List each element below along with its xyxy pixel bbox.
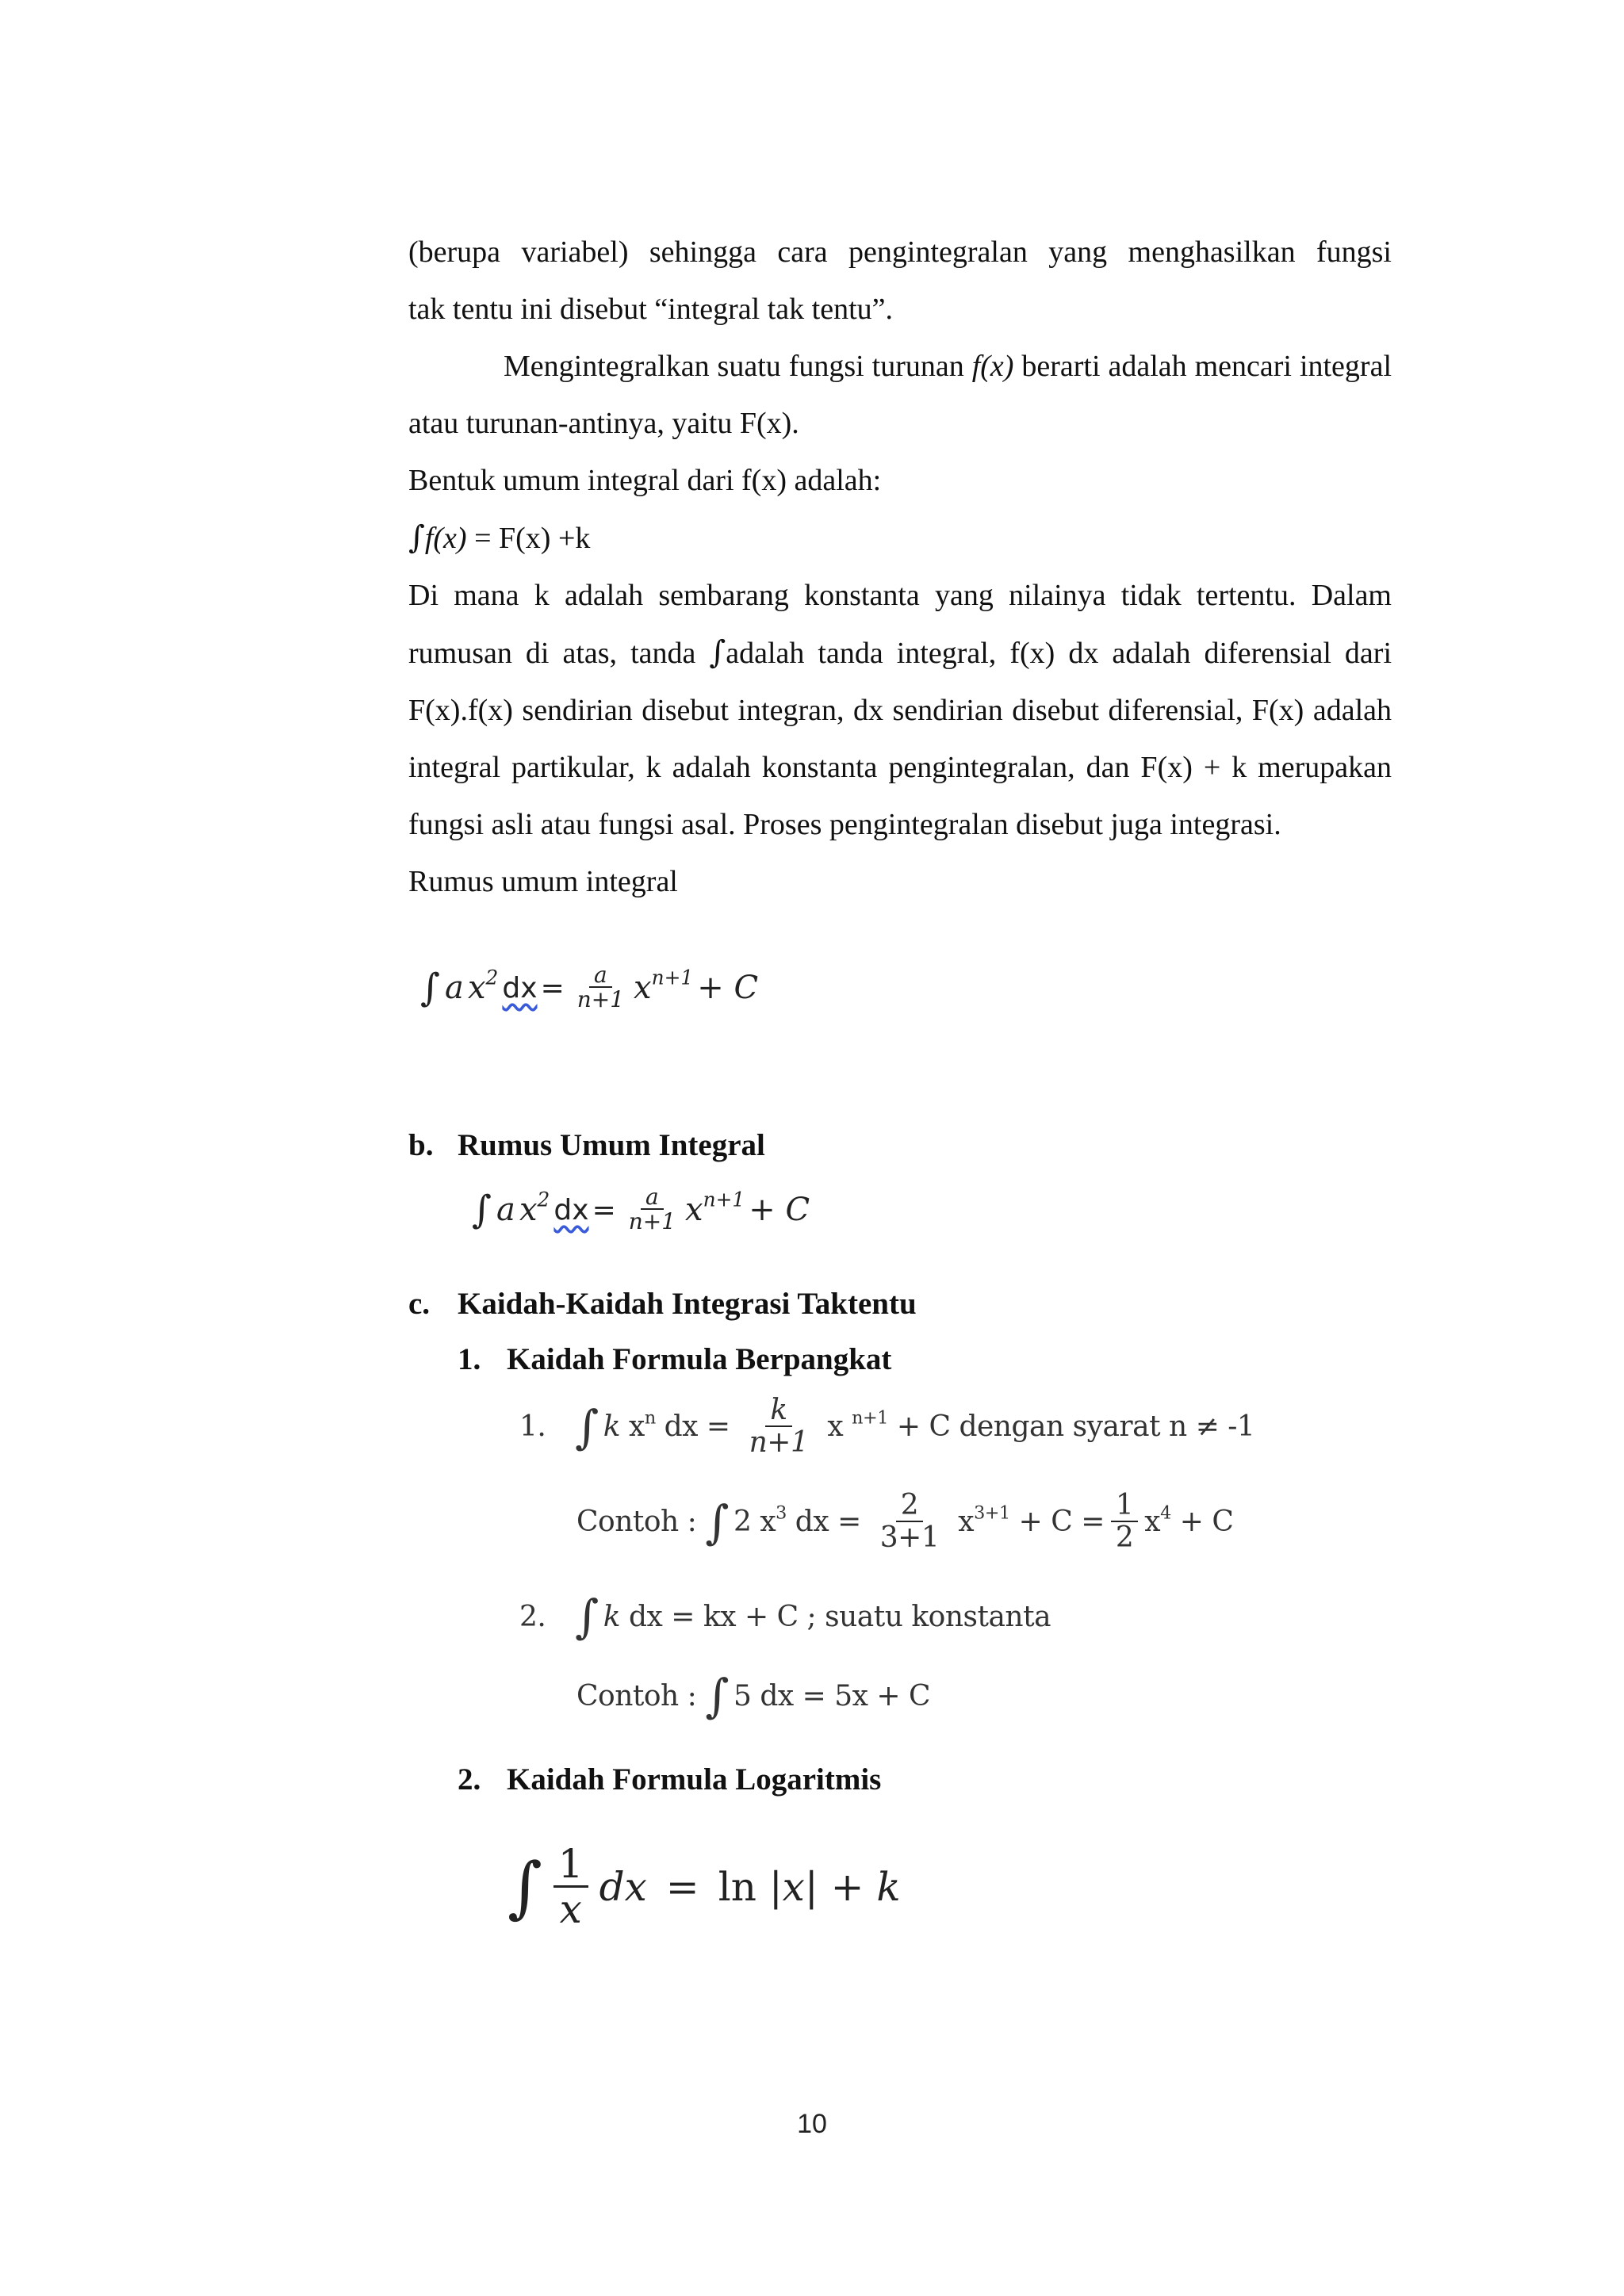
dx-equals: dx =	[664, 1410, 730, 1444]
x-power-n-plus-1	[634, 966, 694, 1007]
fraction-numerator: a	[641, 1185, 664, 1210]
var-k: k	[603, 1600, 621, 1633]
example-term: 2 x	[733, 1506, 776, 1539]
ln-function: ln	[718, 1864, 756, 1911]
x-power-n	[629, 1407, 656, 1444]
fraction-numerator: 2	[896, 1490, 923, 1522]
paragraph-4-fx: f(x)	[424, 522, 467, 555]
section-b-formula	[472, 1185, 810, 1234]
dx-equals: dx =	[795, 1506, 861, 1539]
absolute-x: |x|	[768, 1864, 818, 1911]
integral-sign: ∫	[705, 1494, 729, 1549]
plus-c-equals: + C =	[1018, 1506, 1105, 1539]
fraction-numerator: 1	[553, 1843, 588, 1888]
var-x: x	[1144, 1506, 1161, 1539]
paragraph-6: Rumus umum integral	[408, 865, 678, 898]
rule-number: 1.	[519, 1410, 546, 1444]
plus-constant: + C	[1179, 1506, 1234, 1539]
var-x: x	[629, 1410, 645, 1444]
paragraph-2	[408, 338, 1392, 452]
fraction-denominator: n+1	[749, 1425, 809, 1459]
paragraph-4	[408, 509, 1392, 567]
power-rule-formula	[519, 1395, 1254, 1458]
paragraph-5-text-a: Di mana k adalah sembarang konstanta yang nilainya tidak tertentu. Dalam rumusan di atas, tanda	[408, 579, 1392, 670]
section-title: Rumus Umum Integral	[458, 1128, 765, 1162]
fraction-denominator: n+1	[628, 1208, 676, 1235]
var-x: x	[685, 1192, 703, 1229]
subsection-1-heading	[458, 1336, 891, 1383]
x-power-3-plus-1	[958, 1502, 1010, 1539]
var-k: k	[603, 1410, 621, 1444]
var-x: x	[467, 970, 486, 1007]
general-integral-formula	[420, 963, 758, 1012]
paragraph-5-text-b: adalah tanda integral, f(x) dx adalah diferensial dari F(x).f(x) sendirian disebut integran, dx sendirian disebut diferensial, F(x) adalah integral partikular, k adalah konstanta pengintegralan, dan F(x) + k merupakan fungsi asli atau fungsi asal. Proses pengintegralan disebut juga integrasi.	[408, 637, 1392, 841]
x-power-4	[1144, 1502, 1171, 1539]
rule-body: dx = kx + C ; suatu konstanta	[629, 1600, 1051, 1633]
exponent: 3+1	[974, 1502, 1010, 1524]
fraction-k-over-n-plus-1	[745, 1395, 814, 1458]
exponent: 4	[1160, 1502, 1171, 1524]
section-marker: b.	[408, 1128, 434, 1162]
equals-sign: =	[592, 1193, 616, 1226]
paragraph-4-rest: = F(x) +k	[466, 522, 591, 555]
example-label: Contoh :	[576, 1679, 697, 1712]
fraction-2-over-3-plus-1	[875, 1490, 944, 1553]
paragraph-2-text-b: berarti adalah mencari integral atau turunan-antinya, yaitu F(x).	[408, 350, 1392, 440]
var-x-squared	[467, 966, 499, 1007]
x-power-n-plus-1	[685, 1188, 745, 1229]
integral-sign: ∫	[420, 966, 441, 1011]
section-c-heading	[408, 1280, 917, 1328]
integral-sign: ∫	[508, 1848, 542, 1927]
fraction-a-over-n-plus-1	[573, 963, 629, 1012]
exponent: n+1	[651, 966, 694, 989]
exponent: 3	[776, 1502, 787, 1524]
fraction-denominator: x	[559, 1885, 582, 1932]
rule-condition: + C dengan syarat n ≠ -1	[896, 1410, 1255, 1444]
fraction-denominator: 2	[1115, 1521, 1134, 1554]
body-text	[408, 224, 1392, 910]
integral-sign: ∫	[575, 1590, 599, 1644]
two-x-cubed	[733, 1502, 787, 1539]
integral-sign: ∫	[472, 1188, 492, 1233]
section-title: Kaidah-Kaidah Integrasi Taktentu	[458, 1287, 917, 1321]
example-label: Contoh :	[576, 1506, 697, 1539]
dx-text: dx	[553, 1193, 589, 1226]
section-marker: c.	[408, 1287, 431, 1321]
x-power-n-plus-1	[827, 1407, 888, 1444]
subsection-title: Kaidah Formula Logaritmis	[507, 1762, 882, 1797]
fraction-denominator: n+1	[576, 986, 625, 1013]
var-x-squared	[519, 1188, 550, 1229]
paragraph-1-line-2: tak tentu ini disebut “integral tak tentu”.	[408, 293, 893, 326]
rule-number: 2.	[519, 1600, 546, 1633]
exponent: n+1	[703, 1188, 745, 1211]
fraction-a-over-n-plus-1	[624, 1185, 680, 1234]
var-x: x	[958, 1506, 975, 1539]
log-rule-formula	[508, 1843, 901, 1931]
exponent: 2	[537, 1188, 550, 1211]
var-x: x	[827, 1410, 844, 1444]
fraction-numerator: k	[765, 1395, 791, 1427]
fraction-one-half	[1111, 1490, 1138, 1553]
equals-sign: =	[665, 1864, 699, 1911]
constant-rule-formula	[519, 1590, 1051, 1644]
exponent: n	[644, 1407, 656, 1429]
exponent: 2	[485, 966, 499, 989]
subsection-title: Kaidah Formula Berpangkat	[507, 1342, 892, 1376]
integral-sign: ∫	[575, 1399, 599, 1454]
paragraph-5	[408, 567, 1392, 853]
paragraph-3: Bentuk umum integral dari f(x) adalah:	[408, 464, 882, 497]
paragraph-2-fx: f(x)	[971, 350, 1014, 383]
subsection-marker: 1.	[458, 1342, 481, 1376]
dx-text: dx	[502, 971, 538, 1004]
power-rule-example	[576, 1490, 1233, 1553]
fraction-numerator: 1	[1111, 1490, 1138, 1522]
subsection-marker: 2.	[458, 1762, 481, 1797]
example-body: 5 dx = 5x + C	[733, 1679, 931, 1712]
paragraph-2-text-a: Mengintegralkan suatu fungsi turunan	[504, 350, 972, 383]
integral-sign: ∫	[709, 634, 726, 671]
section-b-heading	[408, 1122, 765, 1169]
dx-text: dx	[599, 1864, 647, 1911]
fraction-denominator: 3+1	[879, 1521, 940, 1554]
var-a: a	[445, 970, 464, 1007]
subsection-2-heading	[458, 1756, 881, 1804]
constant-rule-example	[576, 1669, 930, 1723]
plus-constant: + C	[697, 970, 759, 1007]
fraction-1-over-x	[553, 1843, 588, 1931]
exponent: n+1	[852, 1407, 888, 1429]
plus-constant: + C	[749, 1192, 810, 1229]
var-x: x	[634, 970, 652, 1007]
page-number: 10	[797, 2109, 827, 2139]
paragraph-1-line-1: (berupa variabel) sehingga cara pengintegralan yang menghasilkan fungsi	[408, 235, 1392, 269]
equals-sign: =	[540, 971, 565, 1004]
var-a: a	[496, 1192, 515, 1229]
integral-sign: ∫	[408, 519, 425, 556]
fraction-numerator: a	[589, 963, 612, 988]
var-x: x	[519, 1192, 538, 1229]
integral-sign: ∫	[705, 1669, 729, 1723]
plus-constant: + k	[830, 1864, 901, 1911]
